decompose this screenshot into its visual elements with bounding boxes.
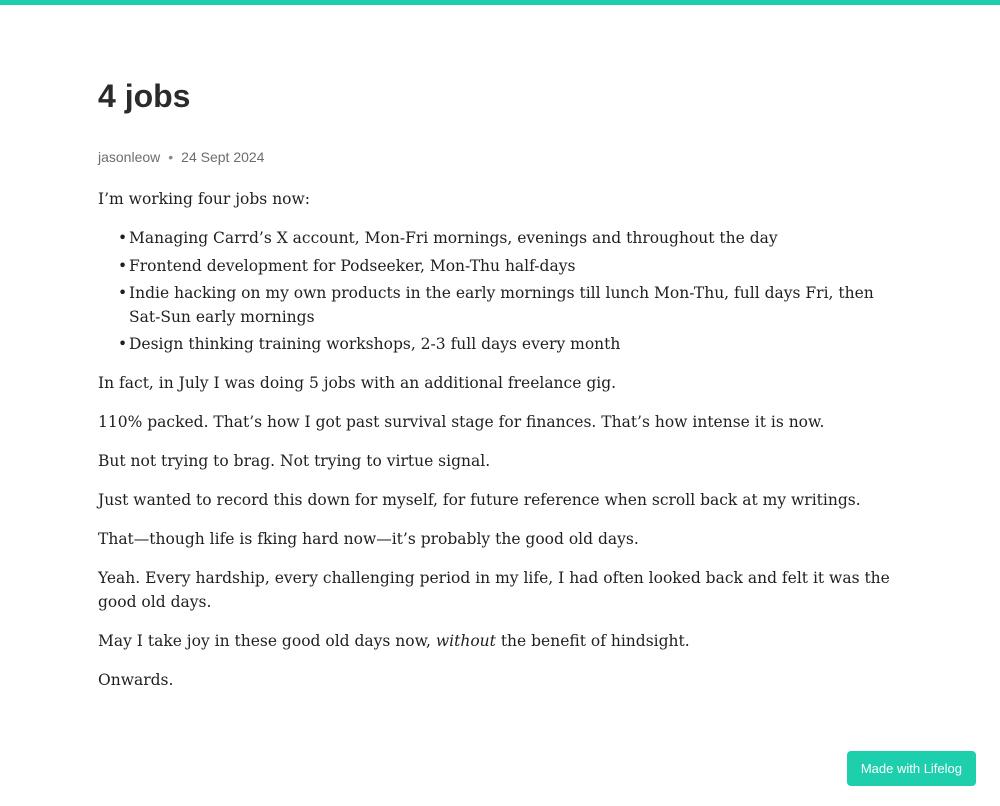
post-date: 24 Sept 2024	[181, 149, 265, 165]
bullet-icon: •	[118, 256, 128, 275]
list-item	[118, 227, 898, 251]
bullet-icon: •	[118, 335, 128, 353]
closing-emphasis: without	[435, 631, 496, 650]
paragraph: But not trying to brag. Not trying to virtue signal.	[98, 452, 491, 470]
closing-text-end: the benefit of hindsight.	[495, 631, 690, 650]
paragraph: Yeah. Every hardship, every challenging period in my life, I had often looked back and felt it was the good old days.	[98, 569, 890, 611]
bullet-icon: •	[118, 229, 128, 247]
post-meta	[98, 147, 898, 167]
post-body	[98, 188, 898, 692]
paragraph: Just wanted to record this down for myself, for future reference when scroll back at my writings.	[98, 491, 861, 509]
paragraph: In fact, in July I was doing 5 jobs with an additional freelance gig.	[98, 374, 617, 392]
post-title: 4 jobs	[98, 78, 191, 114]
author-name: jasonleow	[98, 149, 161, 165]
list-item-text: Indie hacking on my own products in the early mornings till lunch Mon-Thu, full days Fri, then Sat-Sun early mornings	[129, 284, 874, 326]
made-with-lifelog-button[interactable]: Made with Lifelog	[847, 751, 976, 786]
signoff: Onwards.	[98, 670, 174, 689]
top-accent-bar	[0, 0, 1000, 5]
list-item-text: Managing Carrd’s X account, Mon-Fri mornings, evenings and throughout the day	[129, 229, 778, 247]
list-item	[118, 333, 898, 357]
jobs-list	[98, 227, 898, 357]
bullet-icon: •	[118, 284, 128, 302]
closing-paragraph	[98, 630, 898, 654]
list-item	[118, 255, 898, 279]
intro-paragraph: I’m working four jobs now:	[98, 190, 310, 208]
list-item	[118, 282, 898, 329]
closing-text-start: May I take joy in these good old days now,	[98, 631, 436, 650]
post-article	[98, 78, 898, 708]
paragraph: That—though life is fking hard now—it’s probably the good old days.	[98, 530, 639, 548]
list-item-text: Frontend development for Podseeker, Mon-Thu half-days	[129, 256, 576, 275]
meta-separator: •	[168, 149, 174, 165]
paragraph: 110% packed. That’s how I got past survival stage for finances. That’s how intense it is now.	[98, 413, 825, 431]
list-item-text: Design thinking training workshops, 2-3 full days every month	[129, 335, 621, 353]
